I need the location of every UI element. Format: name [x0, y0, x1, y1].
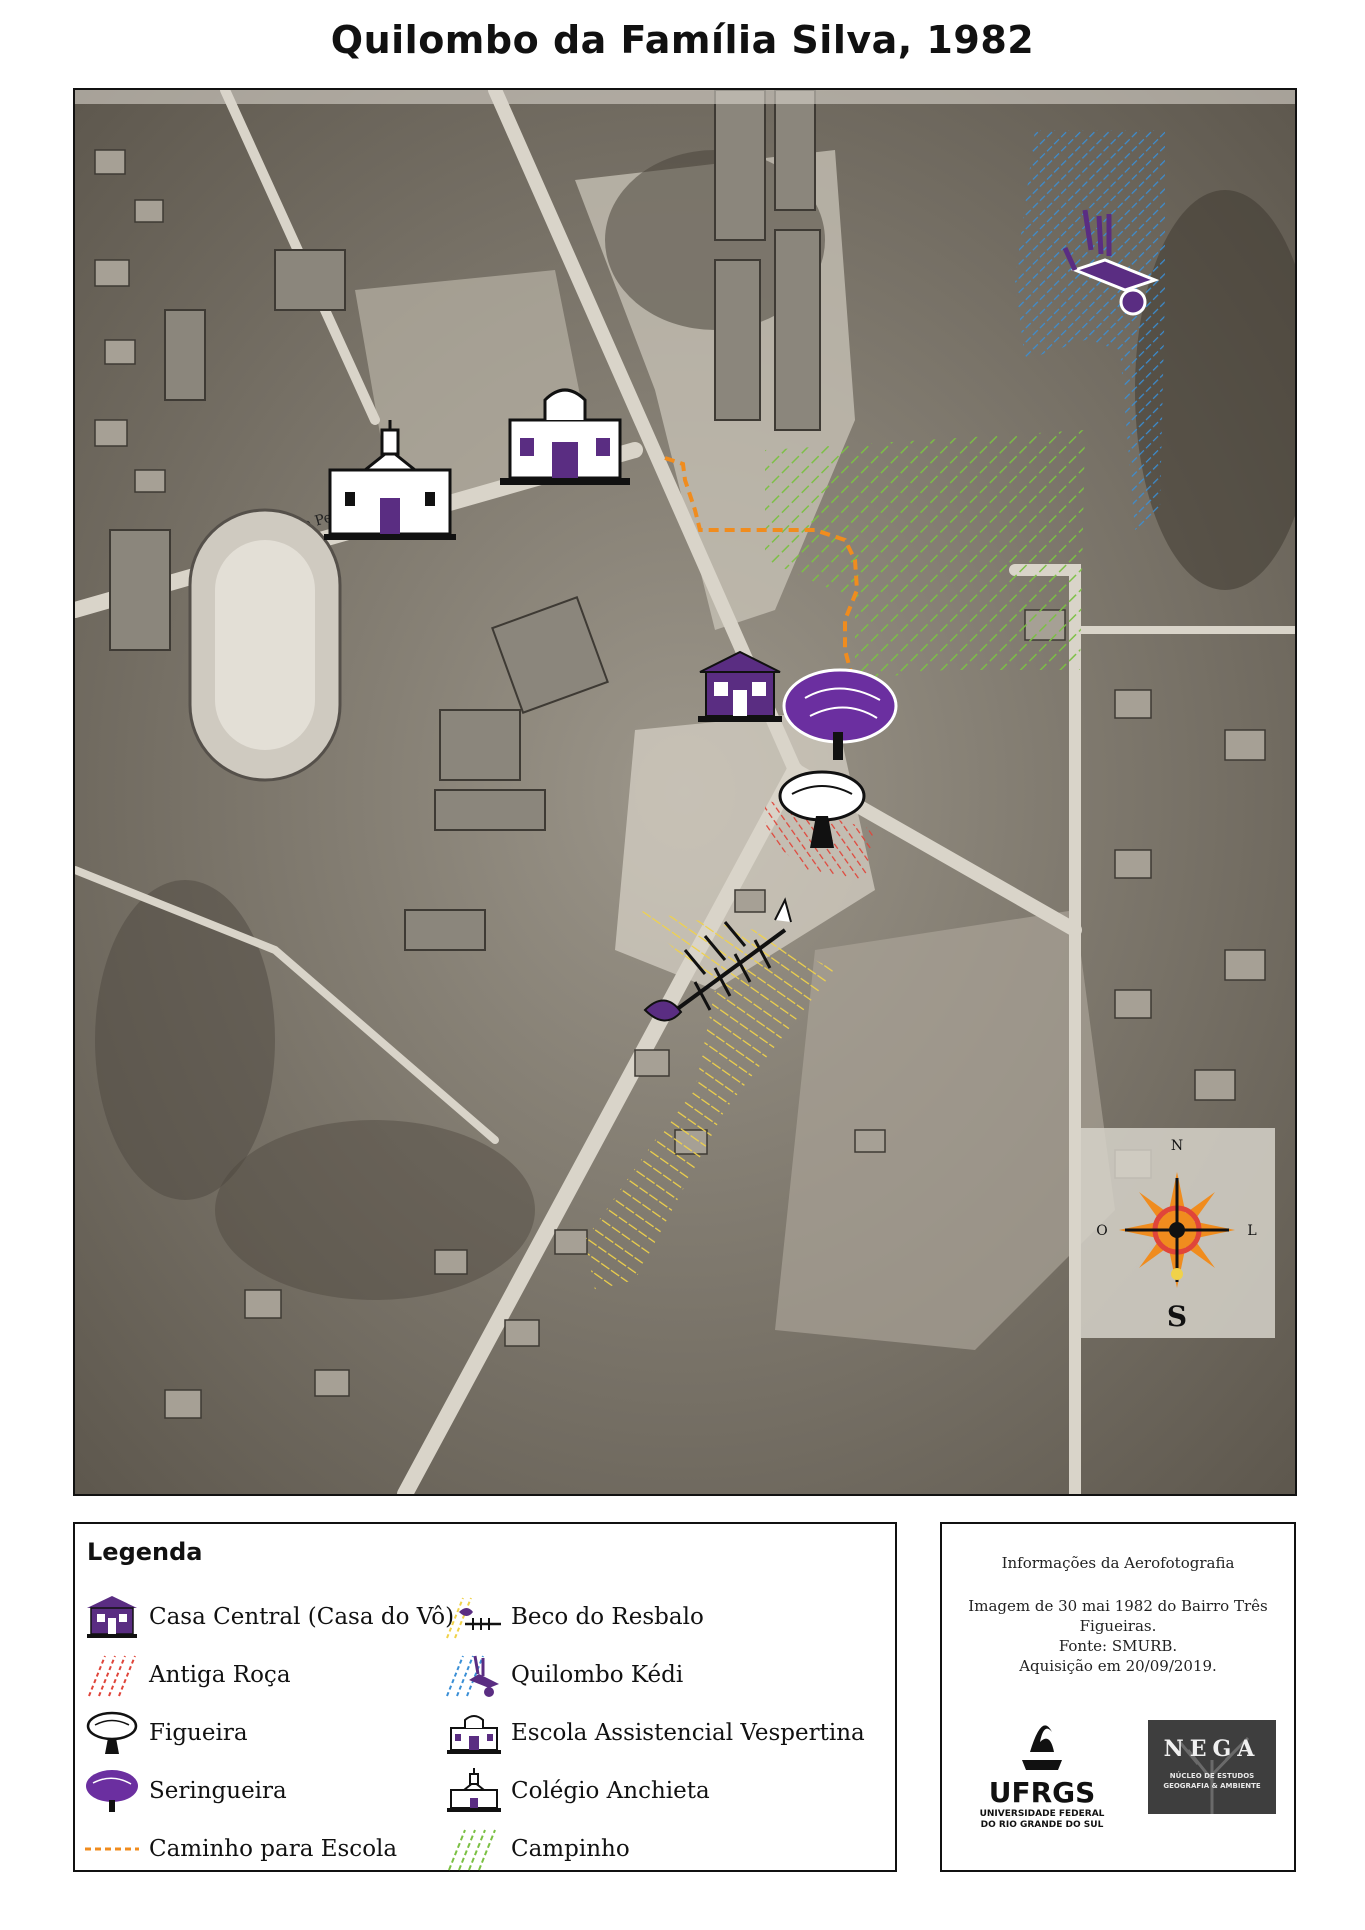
photo-info-box: [940, 1522, 1296, 1872]
church-icon: [445, 1768, 503, 1814]
info-line: Imagem de 30 mai 1982 do Bairro Três: [968, 1597, 1268, 1615]
legend-label: Colégio Anchieta: [511, 1778, 710, 1804]
legend-label: Beco do Resbalo: [511, 1604, 704, 1630]
legend-item-antiga-roca: [83, 1652, 291, 1698]
legend-label: Quilombo Kédi: [511, 1662, 684, 1688]
aerial-map[interactable]: [73, 88, 1297, 1496]
ufrgs-sub1: UNIVERSIDADE FEDERAL: [979, 1809, 1105, 1819]
legend-label: Escola Assistencial Vespertina: [511, 1720, 865, 1746]
info-lines: [958, 1596, 1278, 1676]
legend-item-seringueira: [83, 1768, 287, 1814]
photo-header-strip: [75, 90, 1295, 104]
vegetation: [215, 1120, 535, 1300]
legend-item-colegio: [445, 1768, 710, 1814]
compass-east: L: [1247, 1223, 1257, 1239]
compass-rose: [1080, 1128, 1275, 1338]
fig-tree-icon: [83, 1710, 141, 1756]
legend-item-caminho: [83, 1826, 397, 1872]
legend-item-beco: [445, 1594, 704, 1640]
rubber-tree-icon: [83, 1768, 141, 1814]
legend-label: Antiga Roça: [149, 1662, 291, 1688]
compass-west: O: [1096, 1223, 1108, 1239]
compass-south: S: [1166, 1300, 1188, 1333]
legend-label: Casa Central (Casa do Vô): [149, 1604, 455, 1630]
running-track: [190, 510, 340, 780]
orange-dashed-line-icon: [83, 1826, 141, 1872]
nega-name: NEGA: [1163, 1736, 1261, 1762]
info-line: Fonte: SMURB.: [1058, 1637, 1178, 1655]
green-hatch-icon: [445, 1826, 503, 1872]
nega-sub2: GEOGRAFIA & AMBIENTE: [1163, 1782, 1261, 1790]
legend-item-campinho: [445, 1826, 630, 1872]
info-line: Figueiras.: [1079, 1617, 1157, 1635]
legend-label: Campinho: [511, 1836, 630, 1862]
map-title: Quilombo da Família Silva, 1982: [330, 18, 1035, 62]
info-line: Aquisição em 20/09/2019.: [1019, 1657, 1217, 1675]
info-title: Informações da Aerofotografia: [1001, 1554, 1235, 1572]
legend-item-casa-central: [83, 1594, 454, 1640]
legend-item-quilombo-kedi: [445, 1652, 683, 1698]
red-hatch-icon: [83, 1652, 141, 1698]
legend: [73, 1522, 897, 1872]
fish-bone-icon: [445, 1594, 503, 1640]
legend-label: Figueira: [149, 1720, 248, 1746]
vegetation: [95, 880, 275, 1200]
compass-north: N: [1170, 1138, 1184, 1154]
ufrgs-logo: [972, 1712, 1112, 1832]
legend-label: Seringueira: [149, 1778, 287, 1804]
house-icon: [83, 1594, 141, 1640]
ufrgs-sub2: DO RIO GRANDE DO SUL: [980, 1820, 1104, 1830]
school-icon: [445, 1710, 503, 1756]
legend-item-figueira: [83, 1710, 248, 1756]
wheelbarrow-icon: [445, 1652, 503, 1698]
nega-logo: [1148, 1720, 1276, 1814]
nega-sub1: NÚCLEO DE ESTUDOS: [1169, 1772, 1255, 1780]
legend-title: Legenda: [87, 1538, 203, 1566]
legend-label: Caminho para Escola: [149, 1836, 398, 1862]
legend-item-escola: [445, 1710, 865, 1756]
ufrgs-name: UFRGS: [988, 1776, 1096, 1809]
